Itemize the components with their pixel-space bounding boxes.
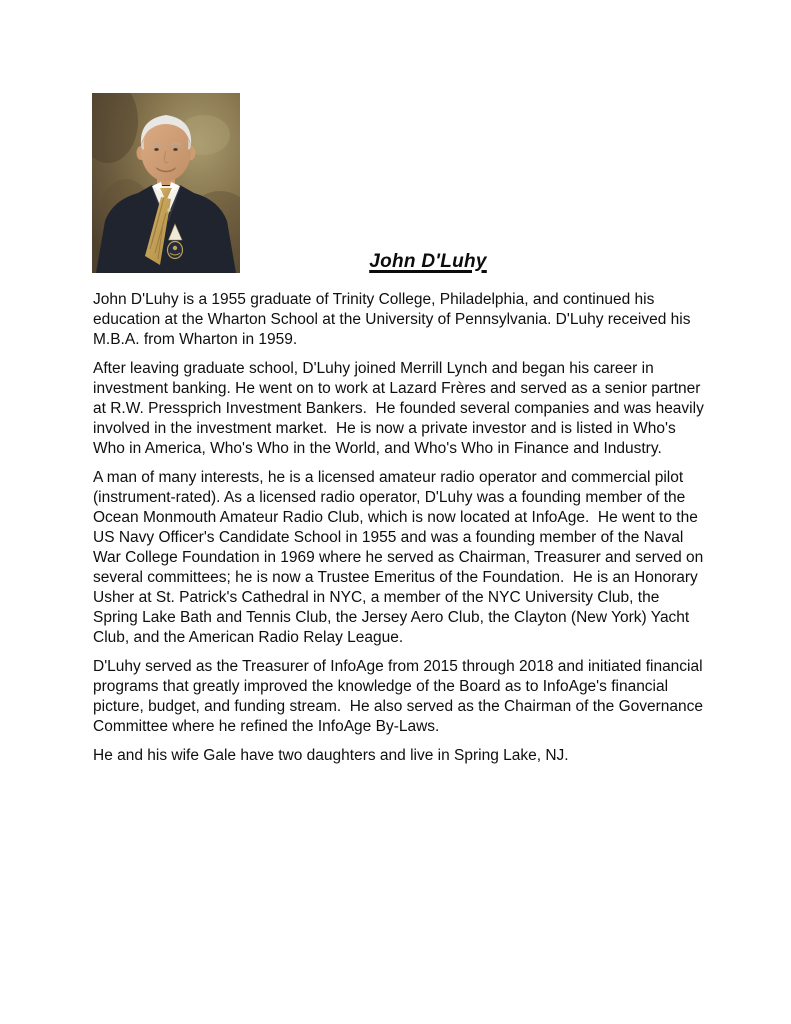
page-title: John D'Luhy xyxy=(369,251,487,272)
bio-paragraph: A man of many interests, he is a licensed amateur radio operator and commercial pilot (instrument-rated). As a licensed radio operator, D'Luhy was a founding member of the Ocean Monmouth Amateur Radio Club, which is now located at InfoAge. He went to the US Navy Officer's Candidate School in 1955 and was a founding member of the Naval War College Foundation in 1969 where he served as Chairman, Treasurer and served on several committees; he is now a Trustee Emeritus of the Foundation. He is an Honorary Usher at St. Patrick's Cathedral in NYC, a member of the NYC University Club, the Spring Lake Bath and Tennis Club, the Jersey Aero Club, the Clayton (New York) Yacht Club, and the American Radio Relay League. xyxy=(93,469,708,646)
bio-paragraph: John D'Luhy is a 1955 graduate of Trinity College, Philadelphia, and continued his education at the Wharton School at the University of Pennsylvania. D'Luhy received his M.B.A. from Wharton in 1959. xyxy=(93,291,695,348)
biography-text xyxy=(93,290,709,775)
bio-paragraph: He and his wife Gale have two daughters and live in Spring Lake, NJ. xyxy=(93,747,569,764)
bio-paragraph: D'Luhy served as the Treasurer of InfoAge from 2015 through 2018 and initiated financial programs that greatly improved the knowledge of the Board as to InfoAge's financial picture, budget, and funding stream. He also served as the Chairman of the Governance Committee where he refined the InfoAge By-Laws. xyxy=(93,658,708,735)
portrait-photo-graphic xyxy=(92,93,240,273)
bio-paragraph: After leaving graduate school, D'Luhy joined Merrill Lynch and began his career in investment banking. He went on to work at Lazard Frères and served as a senior partner at R.W. Pressprich Investment Bankers. He founded several companies and was heavily involved in the investment market. He is now a private investor and is listed in Who's Who in America, Who's Who in the World, and Who's Who in Finance and Industry. xyxy=(93,360,709,457)
portrait-photo xyxy=(92,93,240,273)
